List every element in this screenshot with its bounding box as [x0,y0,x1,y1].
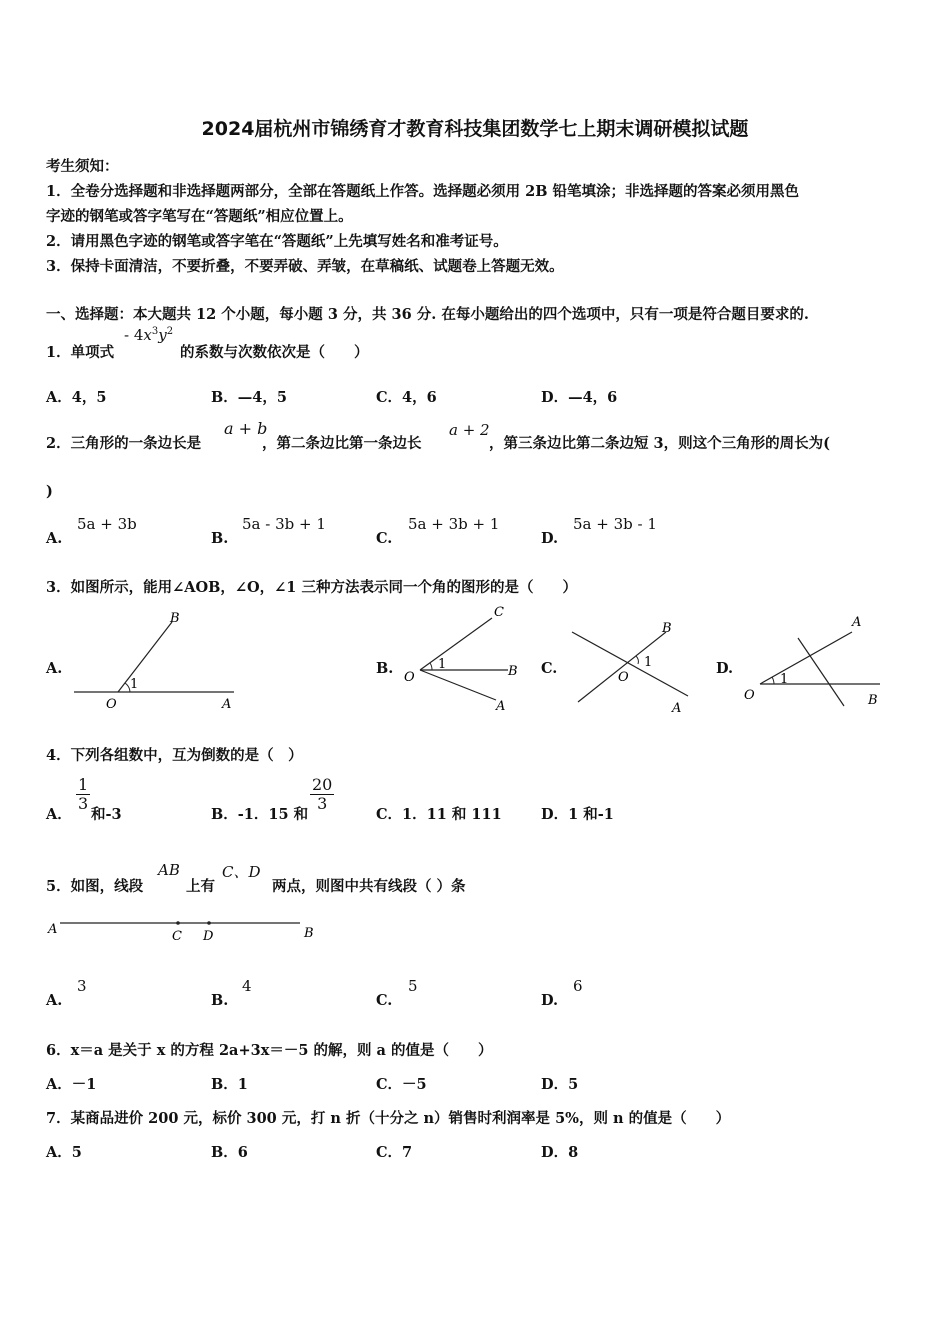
q5-figure [46,912,326,946]
q4-option-a-post: 和-3 [91,806,122,823]
q5-option-b[interactable]: B. [211,992,229,1009]
label-a: A [672,701,682,716]
notice-line: 2．请用黑色字迹的钢笔或答字笔在“答题纸”上先填写姓名和准考证号。 [46,233,508,250]
q3-figure-c [566,614,691,718]
q7-option-c[interactable]: C．7 [376,1144,413,1161]
q5-ab: AB [158,861,180,879]
q5-option-c[interactable]: C. [376,992,393,1009]
label-b: B [170,611,180,626]
q5-option-b-val: 4 [242,977,252,995]
q6-option-b[interactable]: B．1 [211,1076,248,1093]
label-a: A [852,615,862,630]
q2-option-d[interactable]: D. [541,530,559,547]
label-a: A [48,922,58,937]
q6-text: 6．x＝a 是关于 x 的方程 2a+3x＝－5 的解，则 a 的值是（ ） [46,1042,493,1059]
q3-option-b[interactable]: B. [376,660,394,677]
q2-mid: ，第二条边比第一条边长 [262,435,422,452]
notice-line: 1．全卷分选择题和非选择题两部分，全部在答题纸上作答。选择题必须用 2B 铅笔填涂；非选择题的答案必须用黑色 [46,183,800,200]
q3-figure-d [740,606,890,714]
q2-option-d-expr: 5a + 3b - 1 [573,515,657,533]
q4-option-d[interactable]: D．1 和-1 [541,806,614,823]
q4-fraction-b: $\frac{20}{3}$ [312,775,333,813]
q2-post: ，第三条边比第二条边短 3，则这个三角形的周长为( [489,435,830,452]
q1-pre: 1．单项式 [46,344,115,361]
q2-pre: 2．三角形的一条边长是 [46,435,202,452]
label-one: 1 [130,677,139,692]
q4-fraction-a: $\frac{1}{3}$ [78,775,89,813]
label-b: B [508,664,518,679]
q7-option-b[interactable]: B．6 [211,1144,248,1161]
q6-option-a[interactable]: A．－1 [46,1076,97,1093]
q3-option-a[interactable]: A. [46,660,63,677]
label-c: C [172,929,182,944]
q1-option-c[interactable]: C．4，6 [376,389,437,406]
q2-close: ) [46,483,53,500]
q5-post: 两点，则图中共有线段（ ）条 [272,878,466,895]
label-c: C [494,605,504,620]
notice-line: 字迹的钢笔或答字笔写在“答题纸”相应位置上。 [46,208,353,225]
q2-option-c[interactable]: C. [376,530,393,547]
q7-option-a[interactable]: A．5 [46,1144,82,1161]
label-o: O [618,670,629,685]
page-title: 2024届杭州市锦绣育才教育科技集团数学七上期末调研模拟试题 [201,118,749,140]
label-o: O [744,688,755,703]
q5-option-d[interactable]: D. [541,992,559,1009]
q1-option-b[interactable]: B．—4，5 [211,389,287,406]
q4-option-b[interactable]: B．-1．15 和 [211,806,309,823]
label-one: 1 [644,655,653,670]
q2-option-a-expr: 5a + 3b [77,515,137,533]
q5-option-a-val: 3 [77,977,87,995]
label-b: B [868,693,878,708]
label-o: O [106,697,117,712]
q2-expr2: a + 2 [449,421,490,439]
q5-option-d-val: 6 [573,977,583,995]
q2-expr1: a + b [224,419,268,438]
q2-option-a[interactable]: A. [46,530,63,547]
notice-line: 3．保持卡面清洁，不要折叠，不要弄破、弄皱，在草稿纸、试题卷上答题无效。 [46,258,564,275]
notice-heading: 考生须知： [46,158,119,175]
q5-mid: 上有 [186,878,215,895]
q5-cd: C、D [222,863,261,881]
q2-option-c-expr: 5a + 3b + 1 [408,515,500,533]
q1-post: 的系数与次数依次是（ ） [180,344,369,361]
label-b: B [304,926,314,941]
q1-expression: - $4x^3y^2$ [124,326,174,344]
q2-option-b[interactable]: B. [211,530,229,547]
q3-figure-b [400,600,525,715]
q3-option-c[interactable]: C. [541,660,558,677]
q1-option-d[interactable]: D．—4，6 [541,389,618,406]
q5-option-c-val: 5 [408,977,418,995]
q6-option-d[interactable]: D．5 [541,1076,579,1093]
q1-option-a[interactable]: A．4，5 [46,389,107,406]
q6-option-c[interactable]: C．－5 [376,1076,427,1093]
q7-option-d[interactable]: D．8 [541,1144,579,1161]
q4-option-a[interactable]: A． [46,806,72,823]
label-one: 1 [438,657,447,672]
q3-figure-a [68,606,240,714]
q4-text: 4．下列各组数中，互为倒数的是（ ） [46,747,303,764]
q3-text: 3．如图所示，能用∠AOB，∠O，∠1 三种方法表示同一个角的图形的是（ ） [46,579,577,596]
q7-text: 7．某商品进价 200 元，标价 300 元，打 n 折（十分之 n）销售时利润率是 5%，则 n 的值是（ ） [46,1110,731,1127]
section-heading: 一、选择题：本大题共 12 个小题，每小题 3 分，共 36 分. 在每小题给出的四个选项中，只有一项是符合题目要求的. [46,306,809,323]
label-b: B [662,621,672,636]
label-one: 1 [780,672,789,687]
q3-option-d[interactable]: D. [716,660,734,677]
q5-pre: 5．如图，线段 [46,878,144,895]
label-d: D [203,929,214,944]
label-a: A [222,697,232,712]
q2-option-b-expr: 5a - 3b + 1 [242,515,326,533]
label-o: O [404,670,415,685]
q5-option-a[interactable]: A. [46,992,63,1009]
label-a: A [496,699,506,714]
q4-option-c[interactable]: C．1．11 和 111 [376,806,502,823]
